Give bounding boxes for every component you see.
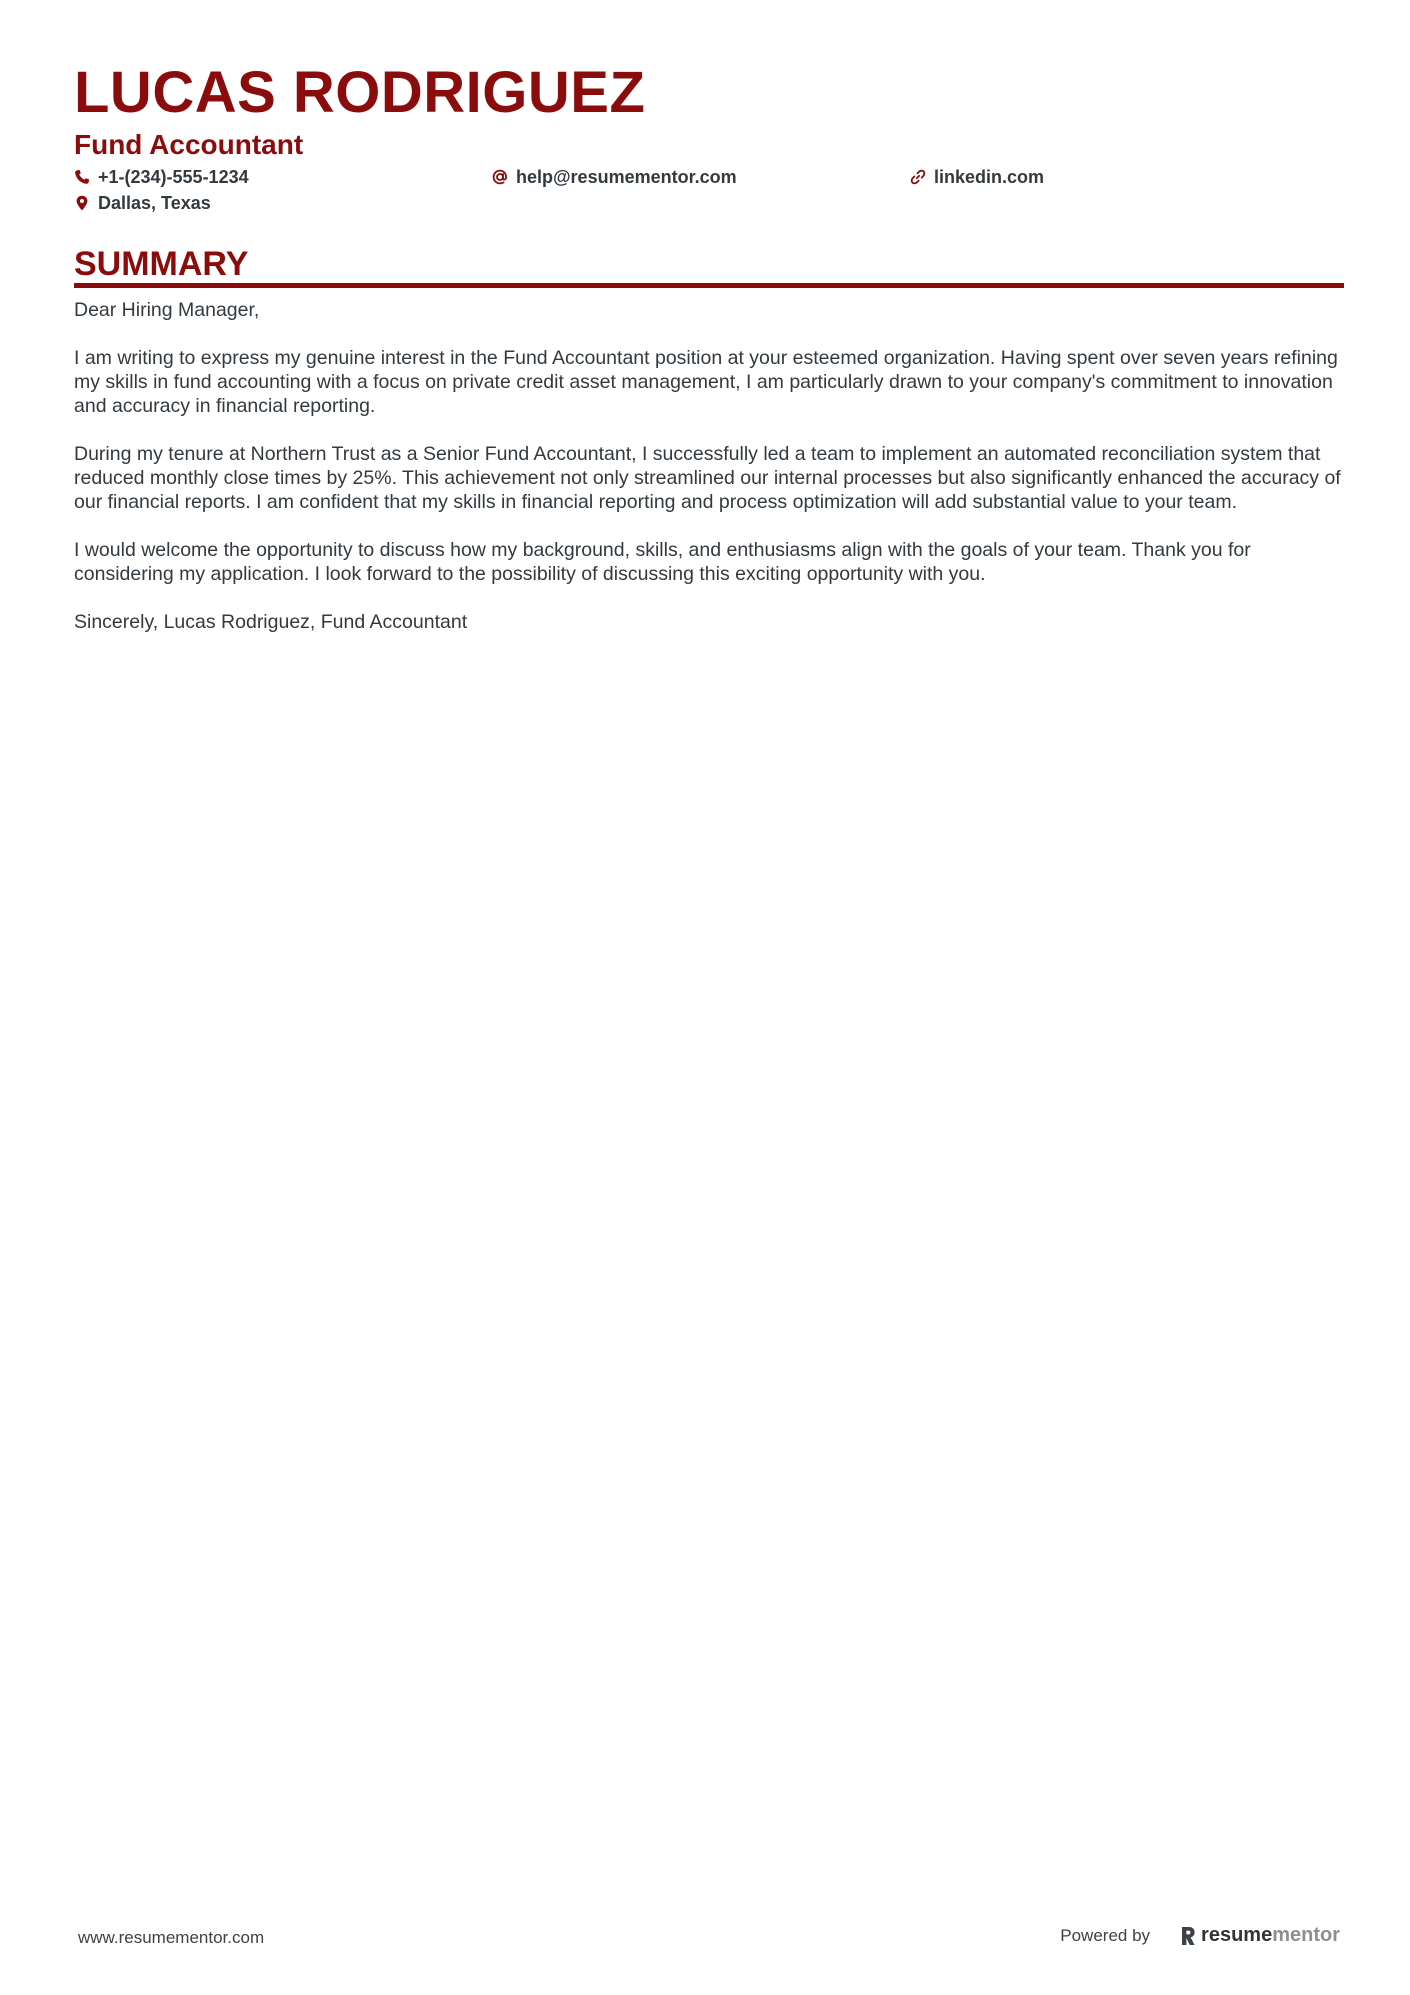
contact-row-2 (74, 190, 1344, 216)
location-pin-icon (74, 195, 90, 211)
phone-icon (74, 169, 90, 185)
contact-location (74, 190, 211, 216)
job-title: Fund Accountant (74, 129, 304, 160)
email-text: help@resumementor.com (516, 166, 737, 187)
link-icon (910, 169, 926, 185)
footer-brand-area (1060, 1924, 1340, 1947)
footer-website[interactable]: www.resumementor.com (78, 1928, 265, 1947)
resumementor-logo-icon (1180, 1926, 1196, 1946)
letter-paragraph-3: I would welcome the opportunity to discuss how my background, skills, and enthusiasms align with the goals of your team. Thank you for considering my application. I look forward to the possibility of discussing this exciting opportunity with you. (74, 539, 1251, 585)
section-divider (74, 283, 1344, 288)
brand-name-part-2: mentor (1272, 1924, 1340, 1946)
letter-paragraph-2: During my tenure at Northern Trust as a Senior Fund Accountant, I successfully led a team to implement an automated reconciliation system that reduced monthly close times by 25%. This achievement not only streamlined our internal processes but also significantly enhanced the accuracy of our financial reports. I am confident that my skills in financial reporting and process optimization will add substantial value to your team. (74, 443, 1341, 513)
contact-row-1 (74, 164, 1344, 190)
location-text: Dallas, Texas (98, 192, 211, 213)
header (74, 58, 1344, 216)
contact-phone (74, 164, 249, 190)
letter-body (74, 298, 1346, 658)
brand-logo[interactable] (1180, 1924, 1340, 1947)
powered-by-label: Powered by (1060, 1925, 1151, 1945)
letter-closing: Sincerely, Lucas Rodriguez, Fund Accountant (74, 611, 468, 633)
brand-name-part-1: resume (1201, 1924, 1273, 1946)
link-text: linkedin.com (934, 166, 1045, 187)
letter-greeting: Dear Hiring Manager, (74, 299, 260, 321)
contact-email[interactable] (492, 164, 737, 190)
contact-link[interactable] (910, 164, 1044, 190)
phone-text: +1-(234)-555-1234 (98, 166, 249, 187)
candidate-name: LUCAS RODRIGUEZ (74, 60, 646, 125)
section-title-summary: SUMMARY (74, 245, 249, 283)
letter-paragraph-1: I am writing to express my genuine interest in the Fund Accountant position at your esteemed organization. Having spent over seven years refining my skills in fund accounting with a focus on private credit asset management, I am particularly drawn to your company's commitment to innovation and accuracy in financial reporting. (74, 347, 1338, 417)
at-icon (492, 169, 508, 185)
